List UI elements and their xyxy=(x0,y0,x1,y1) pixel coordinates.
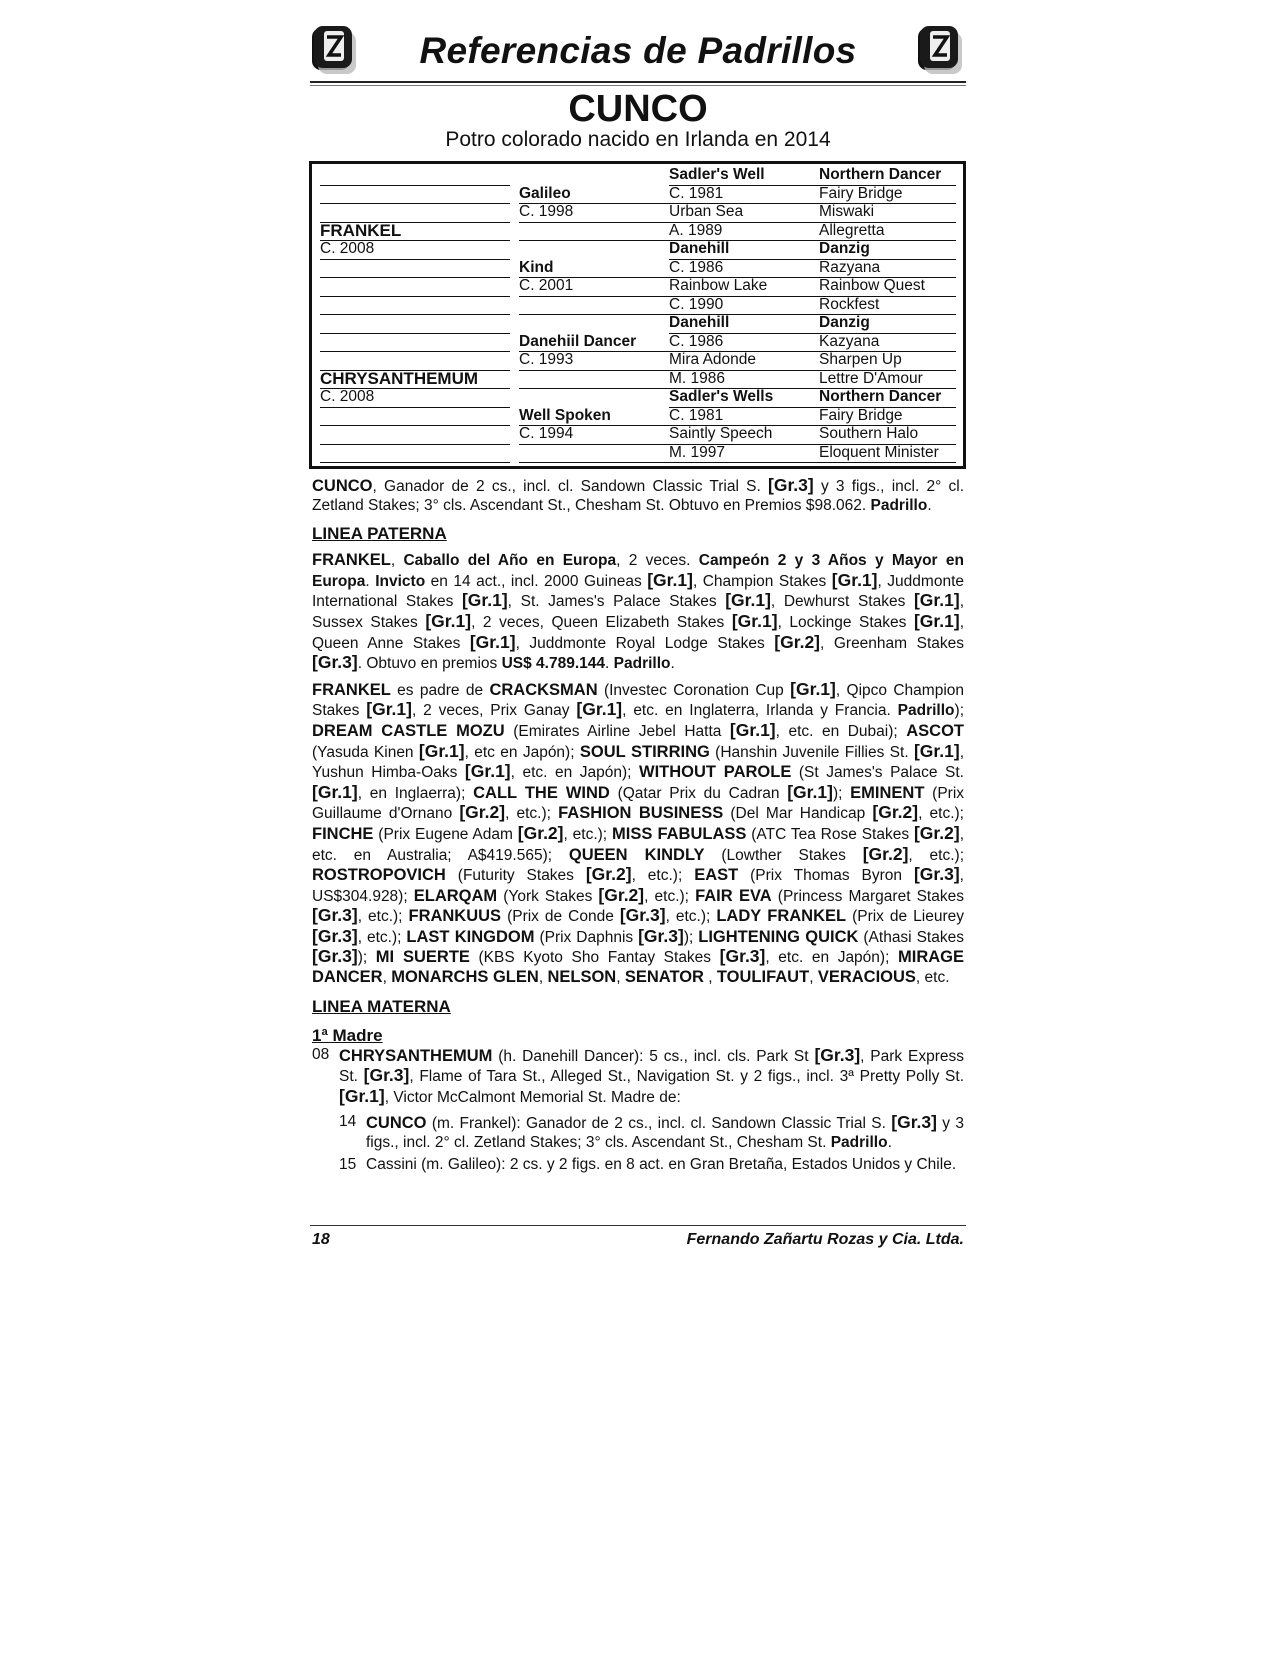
pedigree-cell: C. 2008 xyxy=(320,388,510,408)
progeny-name: TOULIFAUT xyxy=(716,968,810,987)
page-header xyxy=(310,30,966,72)
pedigree-cell: Northern Dancer xyxy=(819,388,956,408)
header-rule-thin xyxy=(310,85,966,86)
group-badge: [Gr.1] xyxy=(787,781,833,802)
progeny-text: , US$304.928); xyxy=(312,867,964,905)
group-badge: [Gr.2] xyxy=(517,822,564,843)
progeny-text: (Hanshin Juvenile Fillies St. xyxy=(709,743,914,761)
group-badge: [Gr.1] xyxy=(913,740,960,761)
progeny-name: MI SUERTE xyxy=(375,948,470,967)
offspring-entry: 15 Cassini (m. Galileo): 2 cs. y 2 figs. en 8 act. en Gran Bretaña, Estados Unidos y Chile. xyxy=(339,1155,957,1173)
pedigree-cell: A. 1989 xyxy=(669,222,819,242)
progeny-text: (Qatar Prix du Cadran xyxy=(609,784,788,802)
pedigree-cell: C. 1993 xyxy=(519,351,669,371)
progeny-name: FRANKEL xyxy=(312,680,391,699)
progeny-text: , etc. xyxy=(915,969,950,987)
dam-year: 08 xyxy=(312,1045,330,1063)
pedigree-cell xyxy=(320,407,510,427)
progeny-text: , en Inglaerra); xyxy=(357,784,474,802)
pedigree-cell: Fairy Bridge xyxy=(819,407,956,427)
progeny-text: , xyxy=(616,969,625,987)
progeny-text: ); xyxy=(683,928,699,946)
progeny-name: SOUL STIRRING xyxy=(579,742,710,761)
pedigree-cell xyxy=(320,277,510,297)
group-badge: [Gr.1] xyxy=(576,699,623,720)
progeny-name: VERACIOUS xyxy=(817,968,916,987)
pedigree-cell: Kazyana xyxy=(819,333,956,353)
progeny-name: SENATOR xyxy=(624,968,704,987)
pedigree-cell xyxy=(519,240,669,259)
progeny-name: WITHOUT PAROLE xyxy=(639,763,792,782)
group-badge: [Gr.1] xyxy=(312,781,358,802)
page-number: 18 xyxy=(312,1231,330,1248)
padrillo-label: Padrillo xyxy=(897,702,955,720)
progeny-text: , etc.); xyxy=(908,846,964,864)
progeny-text: (Prix Daphnis xyxy=(534,928,639,946)
pedigree-cell: C. 1981 xyxy=(669,185,819,205)
progeny-text: , etc. en Dubai); xyxy=(775,722,907,740)
progeny-text: ); xyxy=(954,702,964,720)
progeny-text: , 2 veces, Prix Ganay xyxy=(411,702,577,720)
pedigree-cell: Rainbow Quest xyxy=(819,277,956,297)
progeny-name: LAST KINGDOM xyxy=(406,927,535,946)
progeny-text: (Lowther Stakes xyxy=(704,846,863,864)
horse-subtitle: Potro colorado nacido en Irlanda en 2014 xyxy=(445,128,831,151)
pedigree-cell xyxy=(320,444,510,464)
pedigree-cell xyxy=(519,222,669,242)
footer-rule xyxy=(310,1225,966,1226)
progeny-text: (Yasuda Kinen xyxy=(312,743,419,761)
pedigree-cell xyxy=(320,333,510,353)
section-linea-materna: LINEA MATERNA xyxy=(312,996,451,1016)
pedigree-cell: C. 1990 xyxy=(669,296,819,316)
pedigree-cell xyxy=(320,314,510,334)
group-badge: [Gr.3] xyxy=(913,864,960,885)
group-badge: [Gr.3] xyxy=(719,946,766,967)
pedigree-cell: Danehiil Dancer xyxy=(519,333,669,353)
progeny-text: (Prix de Conde xyxy=(501,908,620,926)
progeny-text: , etc. en Japón); xyxy=(765,949,898,967)
progeny-text: (ATC Tea Rose Stakes xyxy=(746,825,914,843)
pedigree-cell: Urban Sea xyxy=(669,203,819,223)
section-linea-paterna: LINEA PATERNA xyxy=(312,524,447,544)
pedigree-row xyxy=(320,407,949,426)
progeny-name: EAST xyxy=(694,866,739,885)
pedigree-cell xyxy=(320,351,510,371)
progeny-text: , etc. en Australia; A$419.565); xyxy=(312,825,964,864)
group-badge: [Gr.1] xyxy=(366,699,412,720)
pedigree-cell: C. 2001 xyxy=(519,277,669,297)
progeny-text: ); xyxy=(357,949,376,967)
pedigree-cell: Rockfest xyxy=(819,296,956,316)
offspring-entry: 14 CUNCO (m. Frankel): Ganador de 2 cs., incl. cl. Sandown Classic Trial S. [Gr.3] y 3 figs., incl. 2° cl. Zetland Stakes; 3° cls. Ascendant St., Chesham St. Padrillo. xyxy=(339,1112,965,1152)
pedigree-cell: Kind xyxy=(519,259,669,279)
progeny-text: , etc en Japón); xyxy=(464,743,580,761)
progeny-text: (Futurity Stakes xyxy=(445,867,586,885)
pedigree-cell: Northern Dancer xyxy=(819,166,956,186)
pedigree-cell: Saintly Speech xyxy=(669,425,819,445)
pedigree-row xyxy=(320,388,949,407)
pedigree-cell: Allegretta xyxy=(819,222,956,242)
progeny-text: (Prix Thomas Byron xyxy=(738,867,914,885)
pedigree-row xyxy=(320,203,949,222)
pedigree-row xyxy=(320,296,949,315)
progeny-text: (Prix Eugene Adam xyxy=(373,825,518,843)
pedigree-cell: CHRYSANTHEMUM xyxy=(320,370,510,390)
pedigree-cell xyxy=(519,370,669,390)
pedigree-cell: Galileo xyxy=(519,185,669,205)
pedigree-cell: Sadler's Well xyxy=(669,166,819,186)
progeny-text: es padre de xyxy=(390,681,490,699)
progeny-text: , Qipco Champion Stakes xyxy=(312,681,965,720)
group-badge: [Gr.1] xyxy=(790,678,836,699)
progeny-name: ELARQAM xyxy=(413,886,498,905)
horse-name: CUNCO xyxy=(568,88,708,130)
group-badge: [Gr.3] xyxy=(638,925,684,946)
pedigree-cell: M. 1986 xyxy=(669,370,819,390)
group-badge: [Gr.2] xyxy=(913,822,960,843)
page-title: Referencias de Padrillos xyxy=(419,30,857,71)
progeny-text: , etc.); xyxy=(665,908,717,926)
pedigree-cell: Southern Halo xyxy=(819,425,956,445)
pedigree-cell: C. 1986 xyxy=(669,333,819,353)
progeny-name: MISS FABULASS xyxy=(611,824,747,843)
pedigree-row xyxy=(320,277,949,296)
pedigree-row xyxy=(320,333,949,352)
progeny-name: LIGHTENING QUICK xyxy=(698,927,859,946)
progeny-name: CALL THE WIND xyxy=(473,783,610,802)
pedigree-cell xyxy=(320,185,510,205)
progeny-name: FASHION BUSINESS xyxy=(558,804,724,823)
pedigree-cell xyxy=(519,444,669,464)
progeny-text: , etc.); xyxy=(918,805,964,823)
progeny-text: , etc.); xyxy=(357,928,407,946)
progeny-text: ); xyxy=(832,784,851,802)
progeny-text: (KBS Kyoto Sho Fantay Stakes xyxy=(469,949,720,967)
progeny-text: , etc. en Inglaterra, Irlanda y Francia. xyxy=(622,702,898,720)
pedigree-row xyxy=(320,351,949,370)
footer-company: Fernando Zañartu Rozas y Cia. Ltda. xyxy=(686,1231,964,1248)
pedigree-cell: Well Spoken xyxy=(519,407,669,427)
pedigree-cell: C. 2008 xyxy=(320,240,510,260)
progeny-name: LADY FRANKEL xyxy=(716,907,847,926)
progeny-text: , etc. en Japón); xyxy=(510,764,639,782)
progeny-name: NELSON xyxy=(547,968,617,987)
pedigree-row xyxy=(320,444,949,463)
progeny-name: ROSTROPOVICH xyxy=(312,866,446,885)
pedigree-cell xyxy=(519,166,669,185)
pedigree-cell: Mira Adonde xyxy=(669,351,819,371)
dam-text: CHRYSANTHEMUM (h. Danehill Dancer): 5 cs., incl. cls. Park St [Gr.3], Park Express St. [Gr.3], Flame of Tara St., Alleged St., Navigation St. y 2 figs., incl. 3ª Pretty Polly St. [Gr.1], Victor McCalmont Memorial St. Madre de: xyxy=(339,1044,965,1106)
pedigree-cell: Danehill xyxy=(669,240,819,260)
progeny-text: , etc.); xyxy=(357,908,409,926)
pedigree-cell: C. 1986 xyxy=(669,259,819,279)
progeny-name: FAIR EVA xyxy=(695,886,772,905)
progeny-name: CRACKSMAN xyxy=(489,680,598,699)
horse-name-inline: CUNCO xyxy=(312,477,373,495)
pedigree-cell: Danzig xyxy=(819,314,956,334)
pedigree-cell: Miswaki xyxy=(819,203,956,223)
dam-entry xyxy=(312,1046,964,1108)
group-badge: [Gr.2] xyxy=(459,802,506,823)
intro-paragraph: CUNCO, Ganador de 2 cs., incl. cl. Sandown Classic Trial S. [Gr.3] y 3 figs., incl. 2° cl. Zetland Stakes; 3° cls. Ascendant St., Chesham St. Obtuvo en Premios $98.062. Padrillo. xyxy=(312,475,964,514)
pedigree-cell xyxy=(320,203,510,223)
progeny-text: , Yushun Himba-Oaks xyxy=(312,743,964,782)
progeny-text: , xyxy=(382,969,392,987)
pedigree-cell: C. 1994 xyxy=(519,425,669,445)
progeny-name: MIRAGE DANCER xyxy=(312,948,964,987)
group-badge: [Gr.1] xyxy=(418,740,465,761)
pedigree-cell: C. 1981 xyxy=(669,407,819,427)
group-badge: [Gr.3] xyxy=(312,946,358,967)
pedigree-row xyxy=(320,425,949,444)
frankel-paragraph: FRANKEL, Caballo del Año en Europa, 2 veces. Campeón 2 y 3 Años y Mayor en Europa. Invicto en 14 act., incl. 2000 Guineas [Gr.1], Champion Stakes [Gr.1], Juddmonte International Stakes [Gr.1], St. James's Palace Stakes [Gr.1], Dewhurst Stakes [Gr.1], Sussex Stakes [Gr.1], 2 veces, Queen Elizabeth Stakes [Gr.1], Lockinge Stakes [Gr.1], Queen Anne Stakes [Gr.1], Juddmonte Royal Lodge Stakes [Gr.2], Greenham Stakes [Gr.3]. Obtuvo en premios US$ 4.789.144. Padrillo. xyxy=(312,551,965,673)
progeny-name: EMINENT xyxy=(850,783,925,802)
progeny-text: (St James's Palace St. xyxy=(791,764,964,782)
pedigree-cell: M. 1997 xyxy=(669,444,819,464)
group-badge: [Gr.3] xyxy=(768,475,814,495)
pedigree-cell: C. 1998 xyxy=(519,203,669,223)
progeny-paragraph xyxy=(312,680,964,988)
group-badge: [Gr.2] xyxy=(872,802,919,823)
main-content xyxy=(312,476,964,1174)
pedigree-cell: Danehill xyxy=(669,314,819,334)
pedigree-cell: Danzig xyxy=(819,240,956,260)
progeny-text: , xyxy=(703,969,717,987)
pedigree-row xyxy=(320,240,949,259)
pedigree-cell xyxy=(519,314,669,333)
progeny-text: (Princess Margaret Stakes xyxy=(771,887,964,905)
progeny-text: (Prix de Lieurey xyxy=(846,908,965,926)
pedigree-table xyxy=(309,161,966,469)
progeny-text: , xyxy=(538,969,548,987)
pedigree-cell: Razyana xyxy=(819,259,956,279)
progeny-text: (Del Mar Handicap xyxy=(723,805,873,823)
progeny-text: , etc.); xyxy=(644,887,696,905)
progeny-name: ASCOT xyxy=(906,721,964,740)
progeny-text: (Athasi Stakes xyxy=(858,928,964,946)
progeny-text: (Prix Guillaume d'Ornano xyxy=(312,784,965,823)
pedigree-cell xyxy=(519,388,669,407)
pedigree-row xyxy=(320,314,949,333)
group-badge: [Gr.2] xyxy=(598,884,645,905)
progeny-name: FRANKUUS xyxy=(408,907,502,926)
group-badge: [Gr.1] xyxy=(464,761,511,782)
progeny-name: FINCHE xyxy=(312,824,374,843)
pedigree-row xyxy=(320,259,949,278)
section-primera-madre: 1ª Madre xyxy=(312,1025,383,1045)
pedigree-cell: Fairy Bridge xyxy=(819,185,956,205)
pedigree-cell: Sadler's Wells xyxy=(669,388,819,408)
pedigree-row xyxy=(320,185,949,204)
pedigree-cell: Rainbow Lake xyxy=(669,277,819,297)
group-badge: [Gr.1] xyxy=(729,719,776,740)
pedigree-row xyxy=(320,222,949,241)
group-badge: [Gr.3] xyxy=(312,925,358,946)
progeny-text: , xyxy=(809,969,818,987)
pedigree-cell: Eloquent Minister xyxy=(819,444,956,464)
progeny-text: (Investec Coronation Cup xyxy=(597,681,791,699)
header-rule xyxy=(310,81,966,83)
progeny-text: (Emirates Airline Jebel Hatta xyxy=(504,722,730,740)
group-badge: [Gr.3] xyxy=(619,905,666,926)
pedigree-cell: FRANKEL xyxy=(320,222,510,242)
progeny-text: , etc.); xyxy=(505,805,559,823)
pedigree-row xyxy=(320,166,949,185)
group-badge: [Gr.2] xyxy=(585,864,632,885)
progeny-text: , etc.); xyxy=(631,867,695,885)
progeny-name: MONARCHS GLEN xyxy=(391,968,539,987)
pedigree-cell xyxy=(320,166,510,186)
pedigree-row xyxy=(320,370,949,389)
pedigree-cell xyxy=(519,296,669,316)
padrillo-label: Padrillo xyxy=(870,496,928,514)
pedigree-cell xyxy=(320,259,510,279)
pedigree-cell: Lettre D'Amour xyxy=(819,370,956,390)
progeny-name: DREAM CASTLE MOZU xyxy=(312,721,505,740)
group-badge: [Gr.3] xyxy=(312,905,358,926)
group-badge: [Gr.2] xyxy=(862,843,909,864)
pedigree-cell xyxy=(320,296,510,316)
progeny-name: QUEEN KINDLY xyxy=(568,845,705,864)
progeny-text: , etc.); xyxy=(563,825,612,843)
pedigree-cell xyxy=(320,425,510,445)
pedigree-cell: Sharpen Up xyxy=(819,351,956,371)
progeny-text: (York Stakes xyxy=(497,887,599,905)
